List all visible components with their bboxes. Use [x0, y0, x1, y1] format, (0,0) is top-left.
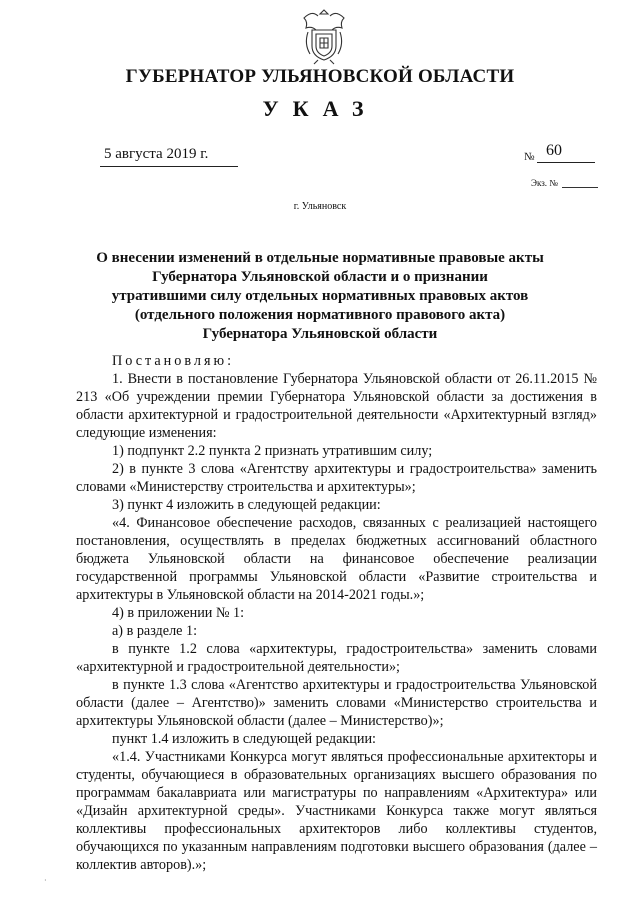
body-paragraph: 1. Внести в постановление Губернатора Ульяновской области от 26.11.2015 № 213 «Об учреждении премии Губернатора Ульяновской области за достижения в области архитектурной и градостроительной деятельности «Архитектурный взгляд» следующие изменения:	[76, 371, 597, 441]
body-paragraph: «4. Финансовое обеспечение расходов, связанных с реализацией настоящего постановления, осуществлять в пределах бюджетных ассигнований областного бюджета Ульяновской области на финансовое обеспечение реализации государственной программы Ульяновской области «Развитие строительства и архитектуры в Ульяновской области на 2014-2021 годы.»;	[76, 515, 597, 603]
document-type: УКАЗ	[262, 96, 378, 121]
decree-formula: Постановляю:	[112, 353, 235, 369]
document-date: 5 августа 2019 г.	[104, 146, 209, 162]
coat-of-arms-icon	[298, 4, 350, 66]
title-line: утратившими силу отдельных нормативных правовых актов	[111, 288, 529, 304]
date-underline	[100, 166, 238, 167]
body-paragraph: 2) в пункте 3 слова «Агентству архитектуры и градостроительства» заменить словами «Министерству строительства и архитектуры»;	[76, 461, 597, 495]
number-underline	[537, 162, 595, 163]
body-paragraph: в пункте 1.3 слова «Агентство архитектуры и градостроительства Ульяновской области (далее – Агентство)» заменить словами «Министерство строительства и архитектуры Ульяновской области (далее – Министерство)»;	[76, 677, 597, 729]
document-body	[76, 352, 597, 874]
body-paragraph: пункт 1.4 изложить в следующей редакции:	[112, 731, 376, 747]
scan-mark: ·	[44, 876, 47, 885]
number-label: №	[524, 151, 535, 163]
body-paragraph: а) в разделе 1:	[112, 623, 198, 639]
city: г. Ульяновск	[293, 201, 347, 212]
body-paragraph: «1.4. Участниками Конкурса могут являться профессиональные архитекторы и студенты, обучающиеся в образовательных организациях высшего образования по программам бакалавриата или магистратуры по направлениям «Архитектура» или «Дизайн архитектурной среды». Участниками Конкурса также могут являться коллективы профессиональных архитекторов либо коллективы студентов, обучающихся по указанным направлениям подготовки высшего образования (далее – коллектив авторов).»;	[76, 749, 597, 873]
body-paragraph: 1) подпункт 2.2 пункта 2 признать утратившим силу;	[112, 443, 433, 459]
copy-number-label: Экз. №	[531, 178, 558, 188]
title-line: Губернатора Ульяновской области и о признании	[152, 269, 488, 285]
body-paragraph: 3) пункт 4 изложить в следующей редакции:	[112, 497, 381, 513]
issuer-heading: ГУБЕРНАТОР УЛЬЯНОВСКОЙ ОБЛАСТИ	[125, 66, 515, 87]
body-paragraph: в пункте 1.2 слова «архитектуры, градостроительства» заменить словами «архитектурной и градостроительной деятельности»;	[76, 641, 597, 675]
copy-number-underline	[562, 187, 598, 188]
document-number: 60	[546, 142, 562, 159]
document-title	[80, 249, 560, 344]
body-paragraph: 4) в приложении № 1:	[112, 605, 245, 621]
title-line: (отдельного положения нормативного правового акта)	[134, 307, 506, 323]
title-line: О внесении изменений в отдельные нормативные правовые акты	[96, 250, 544, 266]
title-line: Губернатора Ульяновской области	[202, 326, 438, 342]
